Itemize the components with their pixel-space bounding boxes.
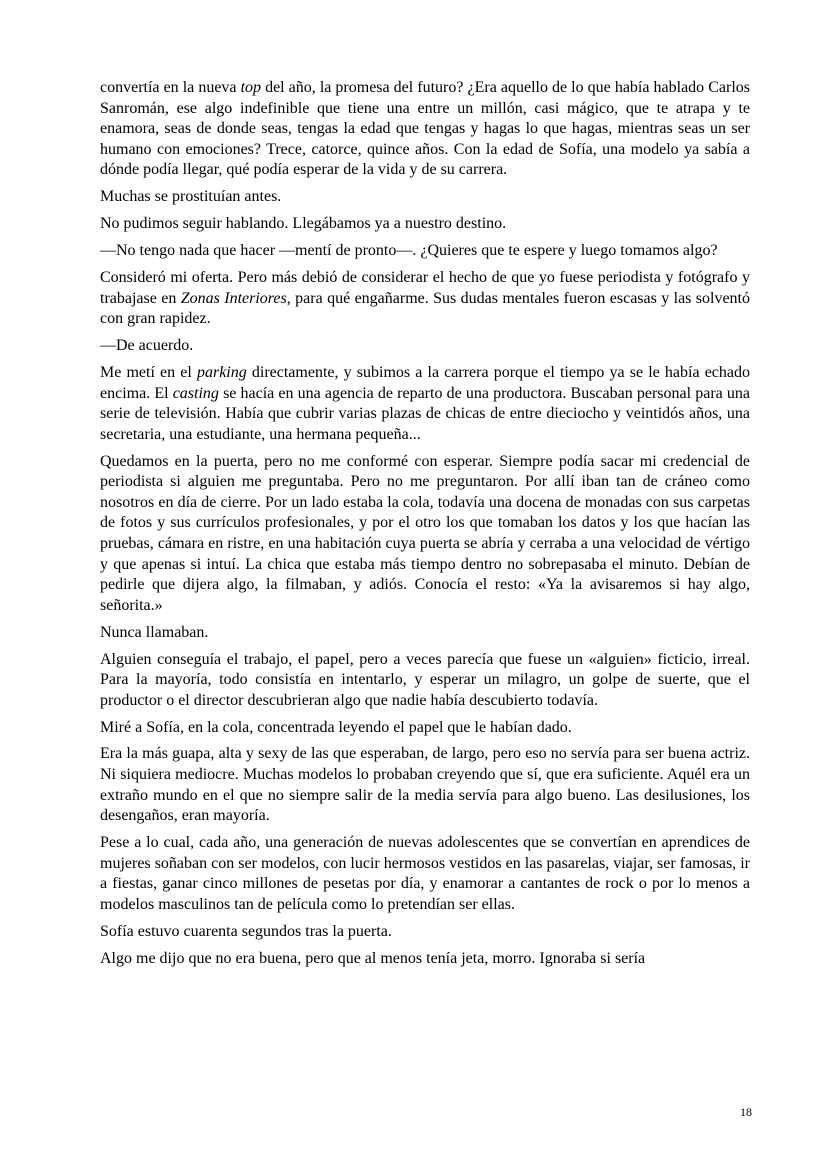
paragraph [100, 922, 750, 943]
text-run: directamente, y subimos a la carrera porque el tiempo ya se le había echado encima. El [100, 363, 751, 402]
italic-text: casting [172, 384, 219, 402]
page-body [100, 78, 750, 976]
italic-text: Zonas Interiores [180, 289, 287, 307]
paragraph [100, 214, 750, 235]
text-run: Sofía estuvo cuarenta segundos tras la puerta. [100, 922, 392, 940]
text-run: , para qué engañarme. Sus dudas mentales fueron escasas y las solventó con gran rapidez. [100, 289, 751, 328]
paragraph [100, 268, 750, 330]
text-run: se hacía en una agencia de reparto de una productora. Buscaban personal para una serie de televisión. Había que cubrir varias plazas de chicas de entre dieciocho y veintidós años, una secretaria, una estudiante, una hermana pequeña... [100, 384, 750, 443]
paragraph [100, 833, 750, 915]
paragraph [100, 241, 750, 262]
paragraph [100, 650, 750, 712]
italic-text: top [240, 79, 262, 96]
text-run: No pudimos seguir hablando. Llegábamos ya a nuestro destino. [100, 215, 507, 233]
paragraph [100, 78, 750, 181]
paragraph [100, 187, 750, 208]
paragraph [100, 949, 750, 970]
text-run: Muchas se prostituían antes. [100, 188, 282, 206]
text-run: Algo me dijo que no era buena, pero que al menos tenía jeta, morro. Ignoraba si sería [100, 949, 646, 967]
text-run: Alguien conseguía el trabajo, el papel, pero a veces parecía que fuese un «alguien» ficticio, irreal. Para la mayoría, todo consistía en intentarlo, y esperar un milagro, un golpe de suerte, que el productor o el director descubrieran algo que nadie había descubierto todavía. [100, 650, 750, 709]
text-run: Me metí en el [100, 363, 197, 381]
text-run: Era la más guapa, alta y sexy de las que esperaban, de largo, pero eso no servía para ser buena actriz. Ni siquiera mediocre. Muchas modelos lo probaban creyendo que sí, que era suficiente. Aquél era un extraño mundo en el que no siempre salir de la media servía para algo bueno. Las desilusiones, los desengaños, eran mayoría. [100, 745, 750, 825]
text-run: Consideró mi oferta. Pero más debió de considerar el hecho de que yo fuese periodista y fotógrafo y trabajase en [100, 268, 750, 307]
text-run: del año, la promesa del futuro? ¿Era aquello de lo que había hablado Carlos Sanromán, ese algo indefinible que tiene una entre un millón, casi mágico, que te atrapa y te enamora, seas de donde seas, tengas la edad que tengas y hagas lo que hagas, mientras seas un ser humano con emociones? Trece, catorce, quince años. Con la edad de Sofía, una modelo ya sabía a dónde podía llegar, qué podía esperar de la vida y de su carrera. [100, 79, 751, 179]
paragraph [100, 363, 750, 445]
text-run: convertía en la nueva [100, 79, 241, 96]
text-run: Miré a Sofía, en la cola, concentrada leyendo el papel que le habían dado. [100, 718, 572, 736]
italic-text: parking [196, 363, 247, 381]
text-run: —No tengo nada que hacer —mentí de pronto—. ¿Quieres que te espere y luego tomamos algo? [100, 242, 718, 260]
paragraph [100, 623, 750, 644]
paragraph [100, 744, 750, 826]
text-run: Nunca llamaban. [100, 623, 209, 641]
text-run: —De acuerdo. [100, 337, 194, 355]
paragraph [100, 452, 750, 617]
paragraph [100, 336, 750, 357]
paragraph [100, 718, 750, 739]
text-run: Pese a lo cual, cada año, una generación de nuevas adolescentes que se convertían en aprendices de mujeres soñaban con ser modelos, con lucir hermosos vestidos en las pasarelas, viajar, ser famosas, ir a fiestas, ganar cinco millones de pesetas por día, y enamorar a cantantes de rock o por lo menos a modelos masculinos tan de película como lo pretendían ser ellas. [100, 834, 750, 913]
page-number: 18 [740, 1105, 752, 1119]
text-run: Quedamos en la puerta, pero no me conformé con esperar. Siempre podía sacar mi credencial de periodista si alguien me preguntaba. Pero no me preguntaron. Por allí iban tan de cráneo como nosotros en día de cierre. Por un lado estaba la cola, todavía una docena de monadas con sus carpetas de fotos y sus currículos profesionales, y por el otro los que tomaban los datos y los que hacían las pruebas, cámara en ristre, en una habitación cuya puerta se abría y cerraba a una velocidad de vértigo y que apenas si intuí. La chica que estaba más tiempo dentro no sobrepasaba el minuto. Debían de pedirle que dijera algo, la filmaban, y adiós. Conocía el resto: «Ya la avisaremos si hay algo, señorita.» [100, 452, 750, 614]
